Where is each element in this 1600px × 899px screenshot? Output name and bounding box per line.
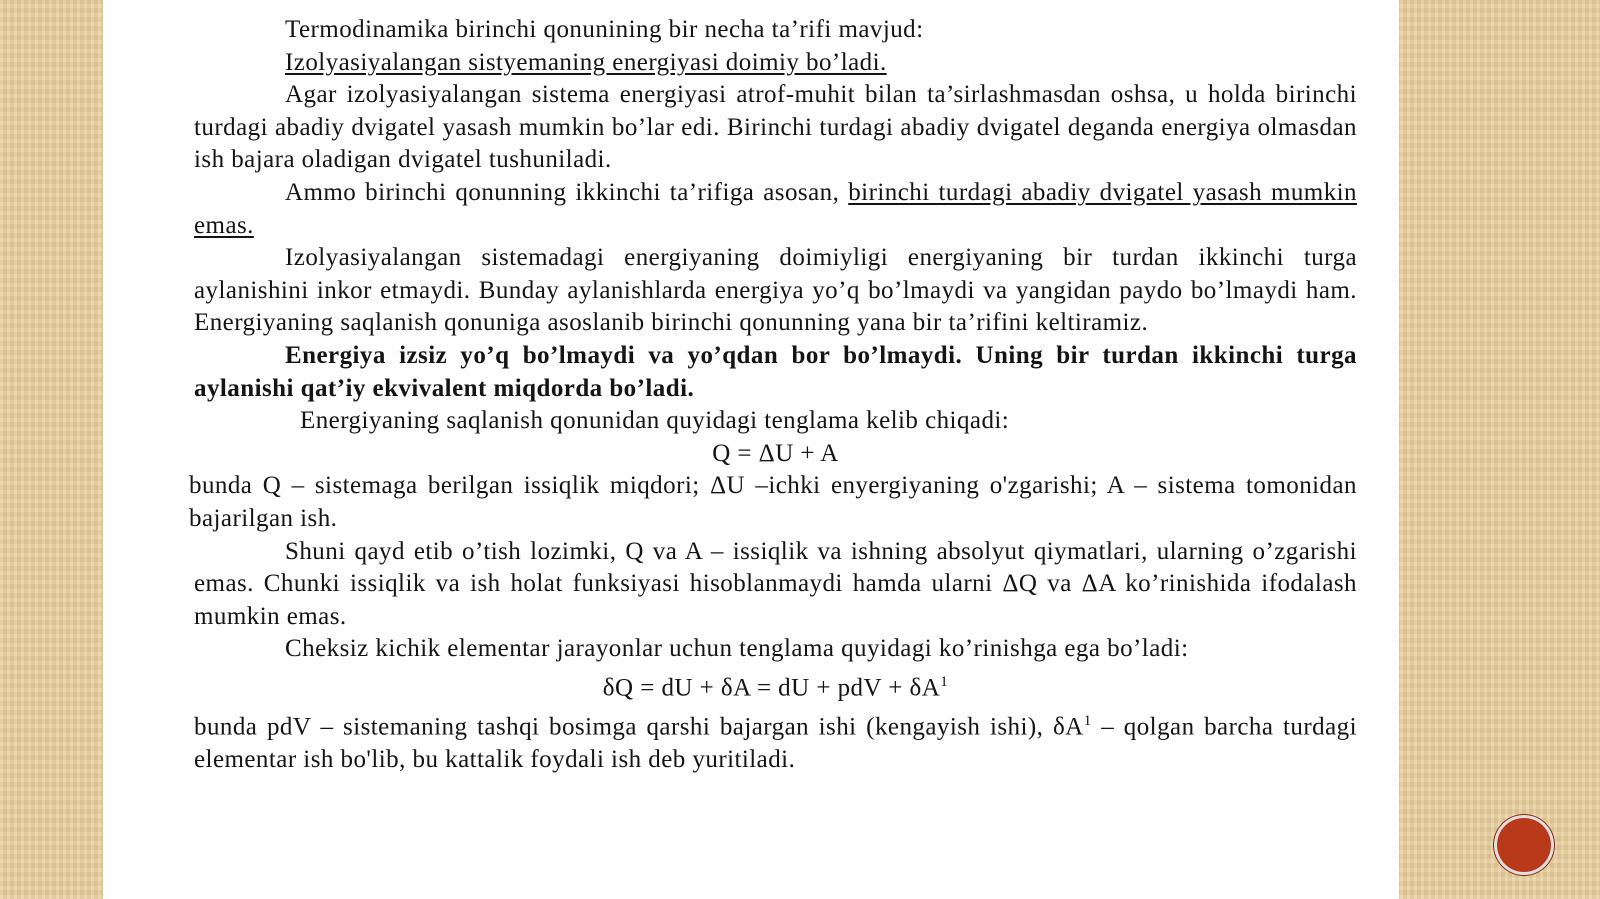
second-definition-lead: Ammo birinchi qonunning ikkinchi ta’rifiga asosan, <box>285 178 849 206</box>
final-paragraph-a: bunda pdV – sistemaning tashqi bosimga qarshi bajargan ishi (kengayish ishi), δA <box>194 713 1084 741</box>
equation-differential-sup: 1 <box>940 673 949 690</box>
second-definition-text: birinchi turdagi abadiy dvigatel yasash mumkin emas. <box>194 178 1357 239</box>
first-definition-text: Izolyasiyalangan sistyemaning energiyasi doimiy bo’ladi. <box>285 48 887 76</box>
equation-differential <box>194 666 1357 705</box>
equation-differential-text: δQ = dU + δA = dU + pdV + δA <box>602 674 941 702</box>
first-definition <box>194 47 1357 80</box>
equation-intro: Energiyaning saqlanish qonunidan quyidagi tenglama kelib chiqadi: <box>300 407 1010 435</box>
energy-conservation-paragraph: Izolyasiyalangan sistemadagi energiyaning doimiyligi energiyaning bir turdan ikkinchi turga aylanishini inkor etmaydi. Bunday aylanishlarda energiya yo’q bo’lmaydi va yangidan paydo bo’lmaydi ham. Energiyaning saqlanish qonuniga asoslanib birinchi qonunning yana bir ta’rifini keltiramiz. <box>194 244 1357 337</box>
equation-first-law: Q = ΔU + A <box>712 439 839 467</box>
circle-button-icon[interactable] <box>1497 818 1551 872</box>
second-definition-paragraph <box>194 177 1357 242</box>
document-page <box>103 0 1399 899</box>
equation-explanation: bunda Q – sistemaga berilgan issiqlik miqdori; ΔU –ichki enyergiyaning o'zgarishi; A – sistema tomonidan bajarilgan ish. <box>189 472 1357 532</box>
third-definition-bold: Energiya izsiz yo’q bo’lmaydi va yo’qdan bor bo’lmaydi. Uning bir turdan ikkinchi turga aylanishi qat’iy ekvivalent miqdorda bo’ladi. <box>194 341 1357 402</box>
final-paragraph-b: – qolgan barcha turdagi elementar ish bo'lib, bu kattalik foydali ish deb yuritiladi. <box>194 713 1357 773</box>
infinitesimal-paragraph: Cheksiz kichik elementar jarayonlar uchun tenglama quyidagi ko’rinishga ega bo’ladi: <box>285 635 1189 663</box>
perpetual-motion-paragraph: Agar izolyasiyalangan sistema energiyasi atrof-muhit bilan ta’sirlashmasdan oshsa, u holda birinchi turdagi abadiy dvigatel yasash mumkin bo’lar edi. Birinchi turdagi abadiy dvigatel deganda energiya olmasdan ish bajara oladigan dvigatel tushuniladi. <box>194 81 1357 174</box>
absolute-values-paragraph: Shuni qayd etib o’tish lozimki, Q va A – issiqlik va ishning absolyut qiymatlari, ularning o’zgarishi emas. Chunki issiqlik va ish holat funksiyasi hisoblanmaydi hamda ularni ΔQ va ΔA ko’rinishida ifodalash mumkin emas. <box>194 537 1357 630</box>
final-paragraph <box>194 705 1357 777</box>
document-body <box>189 14 1357 776</box>
final-paragraph-sup: 1 <box>1083 712 1092 729</box>
intro-line: Termodinamika birinchi qonunining bir necha ta’rifi mavjud: <box>285 16 924 43</box>
